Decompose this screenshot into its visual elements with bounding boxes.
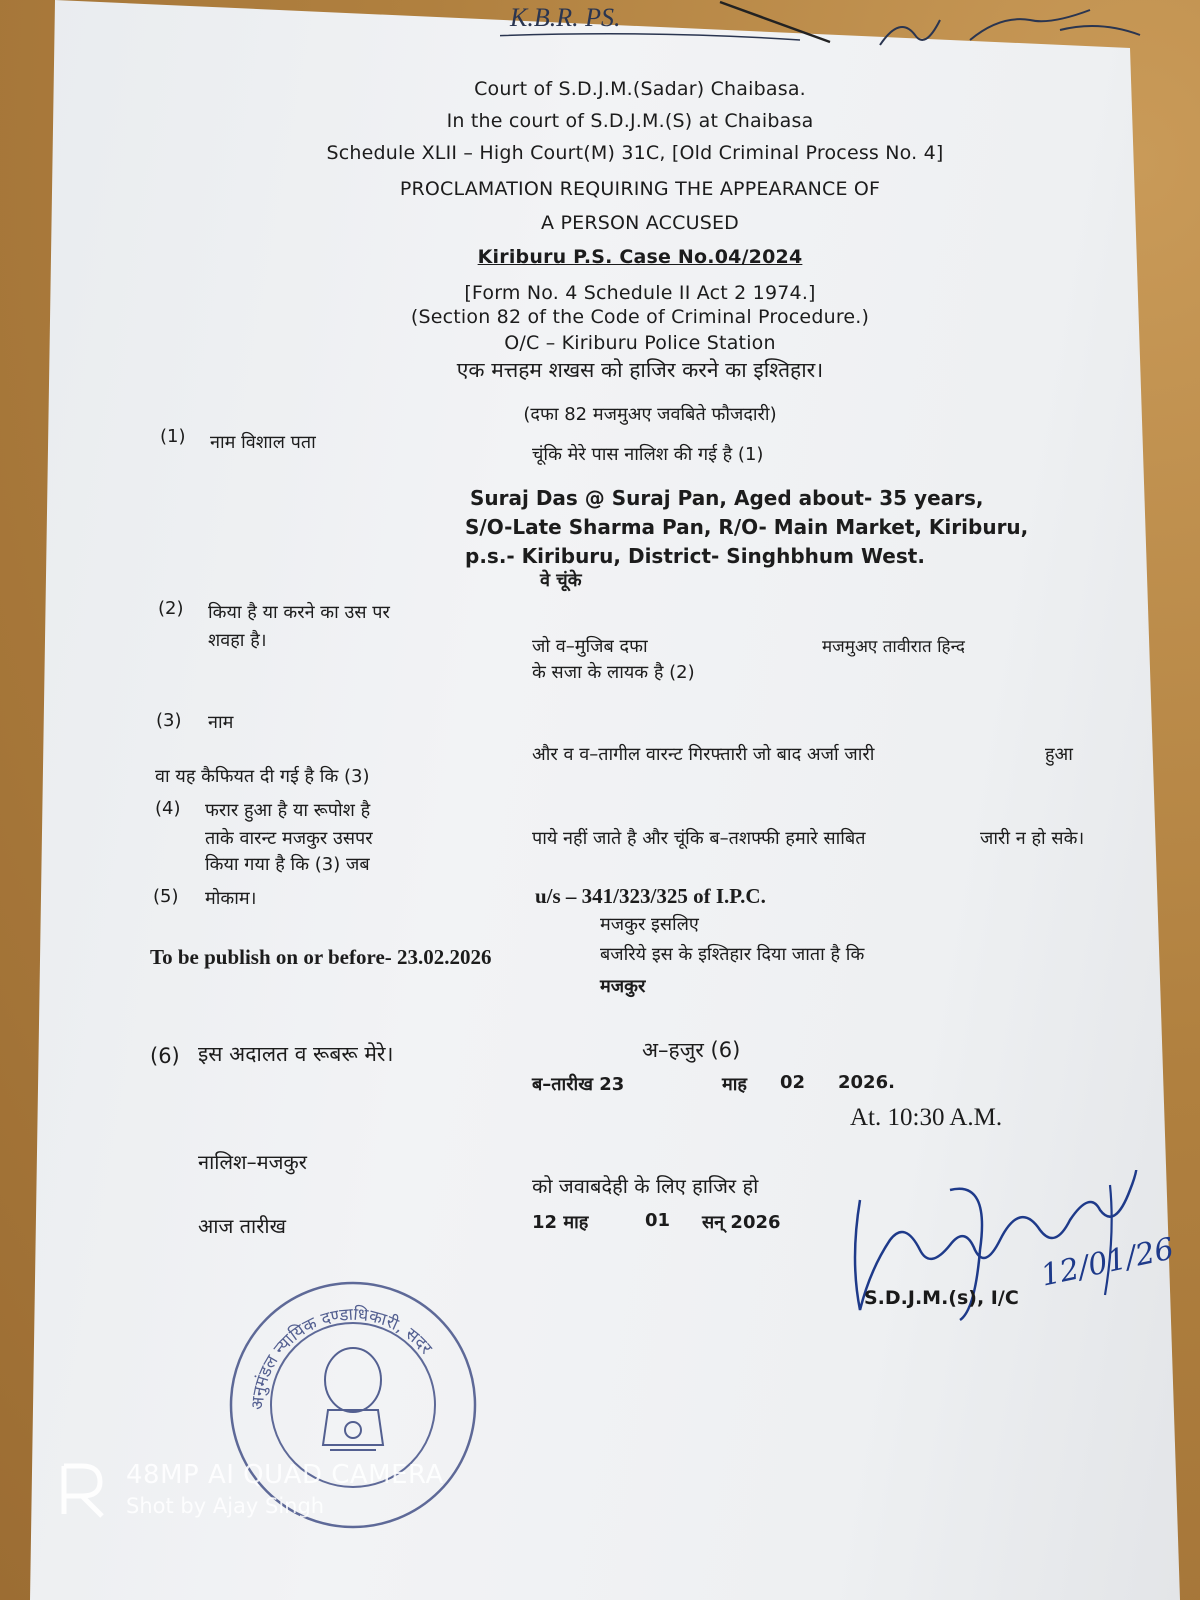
item-2-label-a: किया है या करने का उस पर	[208, 602, 390, 623]
item-3-label: नाम	[208, 712, 234, 733]
proclamation-subtitle: A PERSON ACCUSED	[541, 212, 739, 234]
jawabdehi-text: को जवाबदेही के लिए हाजिर हो	[532, 1174, 759, 1198]
item-6-number: (6)	[150, 1044, 180, 1068]
item-1-number: (1)	[160, 426, 186, 447]
item-4-number: (4)	[155, 798, 181, 819]
accused-district: p.s.- Kiriburu, District- Singhbhum West.	[465, 544, 925, 568]
item-6-label: इस अदालत व रूबरू मेरे।	[198, 1042, 394, 1066]
today-date: 12 माह	[532, 1212, 589, 1233]
hua-text: हुआ	[1045, 744, 1073, 765]
majkur-isliye: मजकुर इसलिए	[600, 914, 699, 935]
signature-date: 12/01/26	[1037, 1231, 1177, 1294]
majkur-text: मजकुर	[600, 976, 646, 997]
item-2-label-b: शवहा है।	[208, 630, 267, 651]
aaj-tarikh: आज तारीख	[198, 1214, 286, 1238]
emblem-icon	[323, 1348, 383, 1450]
appearance-mah-label: माह	[722, 1074, 747, 1095]
proclamation-title: PROCLAMATION REQUIRING THE APPEARANCE OF	[399, 178, 881, 200]
stamp-text: अनुमंडल न्यायिक दण्डाधिकारी, सदर	[247, 1304, 436, 1411]
form-number: [Form No. 4 Schedule II Act 2 1974.]	[464, 282, 816, 304]
jari-na-text: जारी न हो सके।	[980, 828, 1085, 849]
accused-name: Suraj Das @ Suraj Pan, Aged about- 35 years,	[470, 486, 984, 510]
item-4-label-c: किया गया है कि (3) जब	[205, 854, 370, 875]
appearance-date: ब–तारीख 23	[532, 1074, 625, 1095]
hindi-title: एक मत्तहम शखस को हाजिर करने का इश्तिहार।	[456, 358, 824, 382]
warrant-text: और व व–तागील वारन्ट गिरफ्तारी जो बाद अर्जा जारी	[532, 744, 875, 765]
document-paper	[30, 0, 1180, 1600]
watermark-camera: 48MP AI QUAD CAMERA	[126, 1460, 444, 1490]
appearance-time: At. 10:30 A.M.	[850, 1104, 1003, 1131]
item-5-label: मोकाम।	[205, 888, 257, 909]
today-month: 01	[645, 1210, 671, 1231]
case-number: Kiriburu P.S. Case No.04/2024	[477, 246, 803, 268]
hindi-dafa: (दफा 82 मजमुअए जवबिते फौजदारी)	[523, 404, 777, 425]
signatory-designation: S.D.J.M.(s), I/C	[864, 1287, 1019, 1309]
jo-dafa: जो व–मुजिब दफा	[532, 636, 648, 657]
ve-chunke: वे चूंके	[540, 570, 582, 591]
officer-in-charge: O/C – Kiriburu Police Station	[504, 332, 776, 354]
accused-parent-address: S/O-Late Sharma Pan, R/O- Main Market, Kiriburu,	[465, 515, 1029, 539]
bajariye-text: बजरिये इस के इश्तिहार दिया जाता है कि	[600, 944, 865, 965]
ipc-sections: u/s – 341/323/325 of I.P.C.	[535, 884, 766, 908]
court-name: Court of S.D.J.M.(Sadar) Chaibasa.	[474, 78, 806, 100]
complaint-text: चूंकि मेरे पास नालिश की गई है (1)	[532, 444, 764, 465]
top-handwritten-scribble	[500, 0, 1200, 60]
item-3-number: (3)	[156, 710, 182, 731]
court-location: In the court of S.D.J.M.(S) at Chaibasa	[446, 110, 814, 132]
appearance-year: 2026.	[838, 1072, 895, 1093]
paye-nahi-text: पाये नहीं जाते है और चूंकि ब–तशफ्फी हमारे साबित	[532, 828, 866, 849]
saja-layak: के सजा के लायक है (2)	[532, 662, 695, 683]
today-year: सन् 2026	[702, 1212, 781, 1233]
item-1-label: नाम विशाल पता	[210, 432, 316, 453]
publish-deadline: To be publish on or before- 23.02.2026	[150, 945, 492, 969]
item-4-label-a: फरार हुआ है या रूपोश है	[205, 800, 371, 821]
majmuae-tavirat: मजमुअए तावीरात हिन्द	[822, 637, 965, 657]
scribble-text: K.B.R. PS.	[510, 3, 621, 32]
item-3-remark: वा यह कैफियत दी गई है कि (3)	[155, 766, 370, 787]
item-4-label-b: ताके वारन्ट मजकुर उसपर	[205, 828, 373, 849]
watermark-shot-by: Shot by Ajay Singh	[126, 1494, 325, 1518]
appearance-month: 02	[780, 1072, 806, 1093]
section-82: (Section 82 of the Code of Criminal Procedure.)	[410, 306, 870, 328]
item-2-number: (2)	[158, 598, 184, 619]
nalish-majkur: नालिश–मजकुर	[198, 1150, 307, 1174]
ahujur-text: अ–हजुर (6)	[642, 1038, 741, 1062]
camera-logo-icon	[58, 1460, 108, 1518]
item-5-number: (5)	[153, 886, 179, 907]
schedule-line: Schedule XLII – High Court(M) 31C, [Old Criminal Process No. 4]	[326, 142, 944, 164]
